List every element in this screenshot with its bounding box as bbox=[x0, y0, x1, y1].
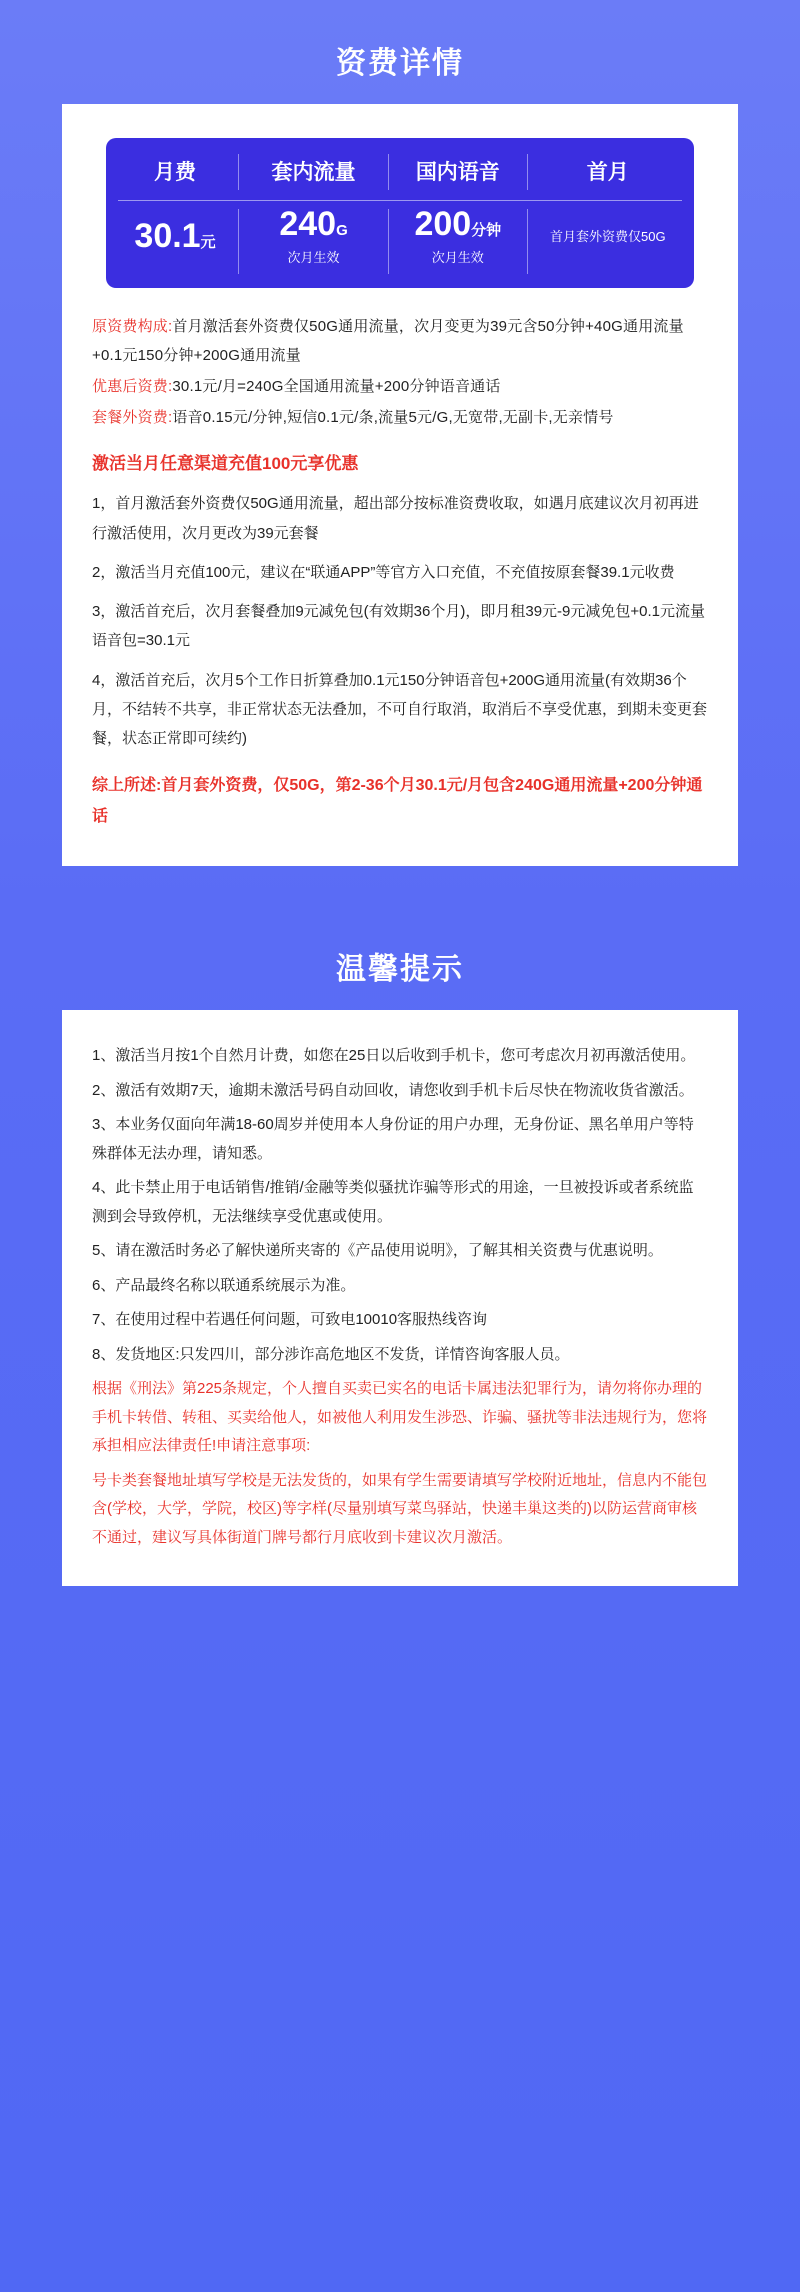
data-value bbox=[279, 207, 347, 243]
data-unit: G bbox=[336, 222, 348, 239]
price-cell-data bbox=[239, 201, 388, 282]
fee-list-item: 3，激活首充后，次月套餐叠加9元减免包(有效期36个月)，即月租39元-9元减免包+0.1元流量语音包=30.1元 bbox=[92, 603, 705, 650]
fee-list-item: 1，首月激活套外资费仅50G通用流量，超出部分按标准资费收取，如遇月底建议次月初再进行激活使用，次月更改为39元套餐 bbox=[92, 495, 699, 542]
address-warning: 号卡类套餐地址填写学校是无法发货的，如果有学生需要请填写学校附近地址，信息内不能包含(学校，大学，学院，校区)等字样(尽量别填写菜鸟驿站，快递丰巢这类的)以防运营商审核不通过，建议写具体街道门牌号都行月底收到卡建议次月激活。 bbox=[92, 1471, 708, 1546]
price-table-header-first-month: 首月 bbox=[586, 161, 629, 184]
section-gap bbox=[0, 866, 800, 906]
fee-composition-paragraph bbox=[92, 312, 708, 371]
discounted-fee-label: 优惠后资费: bbox=[92, 378, 173, 396]
fee-composition-text: 首月激活套外资费仅50G通用流量，次月变更为39元含50分钟+40G通用流量+0.1元150分钟+200G通用流量 bbox=[92, 317, 684, 364]
price-table-header-row bbox=[112, 144, 688, 200]
price-table-header-monthly-fee: 月费 bbox=[154, 161, 197, 184]
price-cell-first-month bbox=[528, 201, 688, 282]
out-of-plan-fee-label: 套餐外资费: bbox=[92, 409, 173, 427]
fee-list-item: 2，激活当月充值100元，建议在“联通APP”等官方入口充值，不充值按原套餐39.1元收费 bbox=[92, 563, 675, 581]
out-of-plan-fee-paragraph bbox=[92, 403, 708, 432]
fee-detail-card bbox=[62, 104, 738, 866]
tips-item: 3、本业务仅面向年满18-60周岁并使用本人身份证的用户办理，无身份证、黑名单用户等特殊群体无法办理，请知悉。 bbox=[92, 1116, 694, 1162]
price-cell-monthly-fee bbox=[112, 201, 238, 282]
discounted-fee-paragraph bbox=[92, 372, 708, 401]
recharge-highlight: 激活当月任意渠道充值100元享优惠 bbox=[92, 453, 359, 473]
voice-number: 200 bbox=[414, 205, 472, 243]
voice-value bbox=[414, 207, 501, 243]
tips-title: 温馨提示 bbox=[336, 953, 464, 987]
tips-item: 6、产品最终名称以联通系统展示为准。 bbox=[92, 1276, 356, 1294]
voice-unit: 分钟 bbox=[471, 222, 502, 239]
fee-detail-title: 资费详情 bbox=[336, 47, 464, 80]
price-table-value-row bbox=[112, 201, 688, 282]
fee-composition-label: 原资费构成: bbox=[92, 317, 173, 335]
first-month-note: 首月套外资费仅50G bbox=[550, 228, 666, 244]
discounted-fee-text: 30.1元/月=240G全国通用流量+200分钟语音通话 bbox=[172, 378, 501, 396]
tips-card bbox=[62, 1010, 738, 1586]
price-cell-voice bbox=[389, 201, 527, 282]
out-of-plan-fee-text: 语音0.15元/分钟,短信0.1元/条,流量5元/G,无宽带,无副卡,无亲情号 bbox=[172, 409, 614, 427]
legal-warning: 根据《刑法》第225条规定，个人擅自买卖已实名的电话卡属违法犯罪行为，请勿将你办理的手机卡转借、转租、买卖给他人，如被他人利用发生涉恐、诈骗、骚扰等非法违规行为，您将承担相应法律责任!申请注意事项: bbox=[92, 1380, 708, 1455]
fee-list-item: 4，激活首充后，次月5个工作日折算叠加0.1元150分钟语音包+200G通用流量(有效期36个月，不结转不共享，非正常状态无法叠加，不可自行取消，取消后不享受优惠，到期未变更套餐，状态正常即可续约) bbox=[92, 671, 708, 748]
tips-item: 4、此卡禁止用于电话销售/推销/金融等类似骚扰诈骗等形式的用途，一旦被投诉或者系统监测到会导致停机，无法继续享受优惠或使用。 bbox=[92, 1179, 694, 1225]
voice-note: 次月生效 bbox=[431, 249, 484, 265]
tips-item: 7、在使用过程中若遇任何问题，可致电10010客服热线咨询 bbox=[92, 1311, 488, 1329]
tips-item: 5、请在激活时务必了解快递所夹寄的《产品使用说明》，了解其相关资费与优惠说明。 bbox=[92, 1242, 663, 1260]
monthly-fee-number: 30.1 bbox=[134, 216, 201, 255]
monthly-fee-unit: 元 bbox=[200, 233, 216, 251]
fee-summary: 综上所述:首月套外资费，仅50G，第2-36个月30.1元/月包含240G通用流量+200分钟通话 bbox=[92, 777, 703, 825]
data-note: 次月生效 bbox=[287, 249, 340, 265]
price-table-header-data: 套内流量 bbox=[271, 161, 356, 184]
monthly-fee-value bbox=[134, 216, 216, 255]
data-number: 240 bbox=[279, 205, 337, 243]
price-table bbox=[106, 138, 694, 288]
tips-item: 1、激活当月按1个自然月计费，如您在25日以后收到手机卡，您可考虑次月初再激活使用。 bbox=[92, 1047, 696, 1065]
price-table-header-voice: 国内语音 bbox=[415, 161, 500, 184]
tips-item: 8、发货地区:只发四川，部分涉诈高危地区不发货，详情咨询客服人员。 bbox=[92, 1345, 570, 1363]
tips-item: 2、激活有效期7天，逾期未激活号码自动回收，请您收到手机卡后尽快在物流收货省激活。 bbox=[92, 1081, 694, 1099]
